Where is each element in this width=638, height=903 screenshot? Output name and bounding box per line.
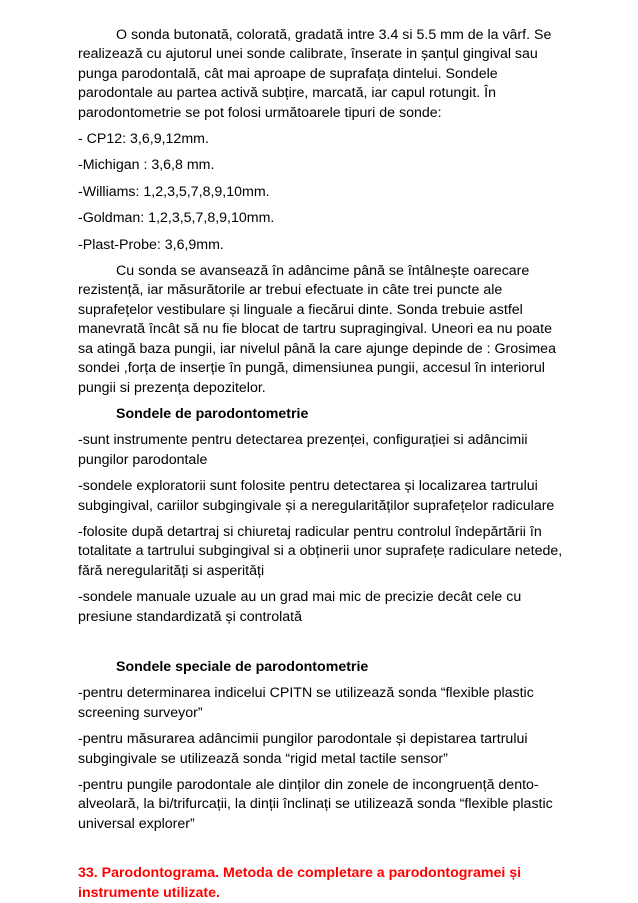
probe-type-item: -Plast-Probe: 3,6,9mm. [78, 236, 224, 253]
list-item: -sondele manuale uzuale au un grad mai mic de precizie decât cele cu presiune standardizată și controlată [78, 589, 522, 625]
probe-type-item: -Michigan : 3,6,8 mm. [78, 157, 215, 174]
next-section-heading: 33. Parodontograma. Metoda de completare a parodontogramei și instrumente utilizate. [78, 865, 522, 901]
list-item: -sunt instrumente pentru detectarea prezenței, configurației si adâncimii pungilor parodontale [78, 432, 528, 468]
page-content [78, 26, 568, 903]
section-heading-speciale: Sondele speciale de parodontometrie [116, 658, 369, 675]
list-item: -pentru pungile parodontale ale dinților din zonele de incongruență dento-alveolară, la bi/trifurcații, la dinții înclinați se utilizează sonda “flexible plastic universal explorer” [78, 777, 553, 832]
list-item: -pentru măsurarea adâncimii pungilor parodontale și depistarea tartrului subgingivale se utilizează sonda “rigid metal tactile sensor” [78, 731, 528, 767]
technique-paragraph: Cu sonda se avansează în adâncime până se întâlnește oarecare rezistență, iar măsurătorile ar trebui efectuate in câte trei puncte ale suprafețelor vestibulare și linguale a fiecărui dinte. Sonda trebuie astfel manevrată încât să nu fie blocat de tartru supragingival. Uneori ea nu poate sa atingă baza pungii, iar nivelul până la care ajunge depinde de : Grosimea sondei ,forța de inserție în pungă, dimensiunea pungii, accesul în interiorul pungii si prezența depozitelor. [78, 263, 556, 396]
intro-paragraph: O sonda butonată, colorată, gradată intre 3.4 si 5.5 mm de la vârf. Se realizează cu ajutorul unei sonde calibrate, înserate in șanțul gingival sau punga parodontală, cât mai aproape de suprafața dintelui. Sondele parodontale au partea activă subțire, marcată, iar capul rotungit. În parodontometrie se pot folosi următoarele tipuri de sonde: [78, 27, 552, 121]
list-item: -folosite după detartraj si chiuretaj radicular pentru controlul îndepărtării în totalitate a tartrului subgingival si a obținerii unor suprafețe radiculare netede, fără neregularități si asperități [78, 523, 563, 579]
section-heading-parodontometrie: Sondele de parodontometrie [116, 405, 309, 422]
list-item: -pentru determinarea indicelui CPITN se utilizează sonda “flexible plastic screening surveyor” [78, 685, 534, 721]
probe-type-item: - CP12: 3,6,9,12mm. [78, 131, 209, 148]
list-item: -sondele exploratorii sunt folosite pentru detectarea și localizarea tartrului subgingival, cariilor subgingivale și a neregularităților suprafețelor radiculare [78, 478, 555, 514]
probe-type-item: -Williams: 1,2,3,5,7,8,9,10mm. [78, 183, 270, 200]
probe-type-item: -Goldman: 1,2,3,5,7,8,9,10mm. [78, 210, 275, 227]
